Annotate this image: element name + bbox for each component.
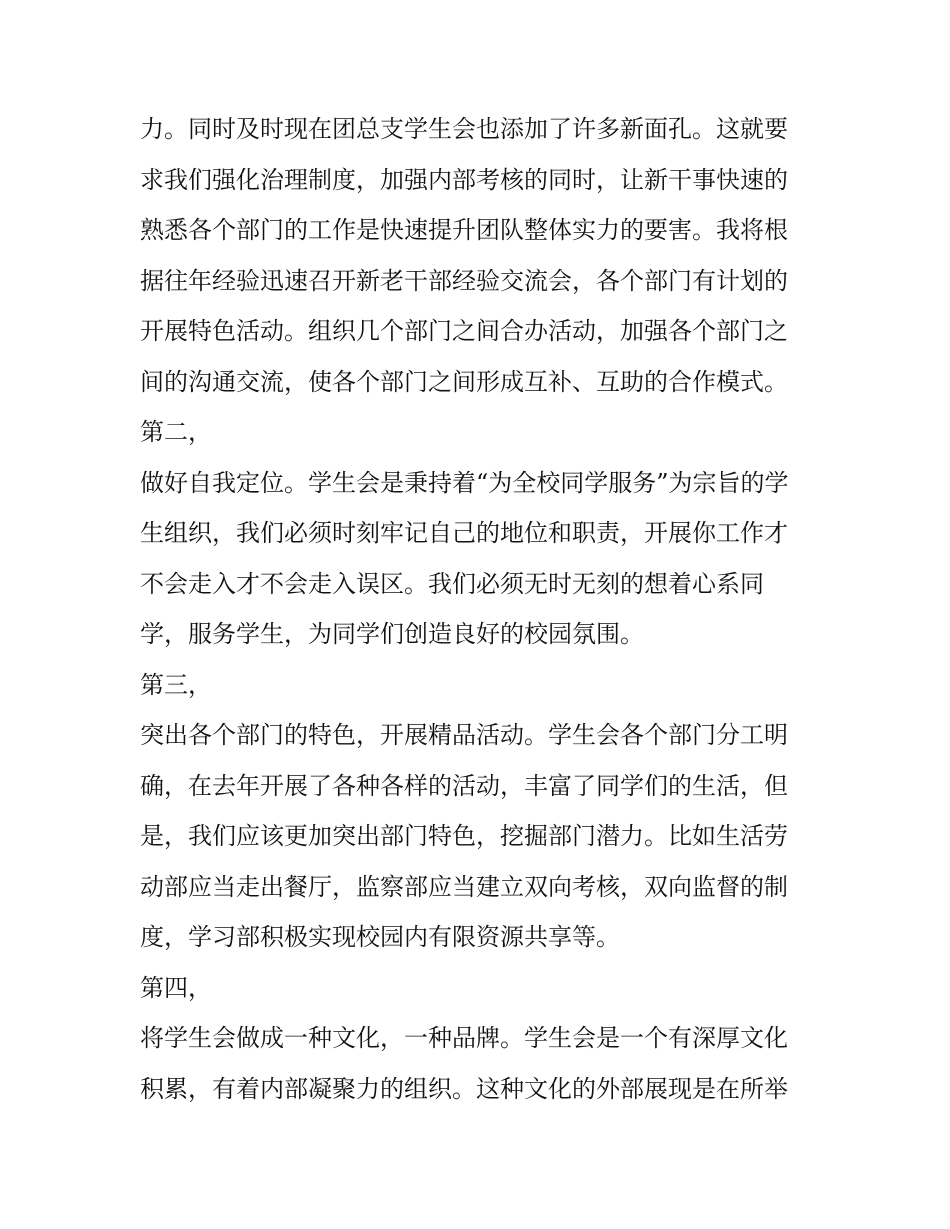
section-heading: 第二， xyxy=(140,418,212,446)
document-body xyxy=(140,104,820,1114)
text-line: 积累，有着内部凝聚力的组织。这种文化的外部展现是在所举 xyxy=(140,1074,788,1103)
text-line: 开展特色活动。组织几个部门之间合办活动，加强各个部门之 xyxy=(140,317,788,345)
text-line: 熟悉各个部门的工作是快速提升团队整体实力的要害。我将根 xyxy=(140,216,788,244)
section-heading: 第四， xyxy=(140,973,212,1002)
text-line: 将学生会做成一种文化，一种品牌。学生会是一个有深厚文化 xyxy=(140,1024,788,1052)
text-line: 力。同时及时现在团总支学生会也添加了许多新面孔。这就要 xyxy=(140,115,788,143)
text-line: 不会走入才不会走入误区。我们必须无时无刻的想着心系同 xyxy=(140,569,764,598)
text-line: 度，学习部积极实现校园内有限资源共享等。 xyxy=(140,923,620,951)
text-line: 确，在去年开展了各种各样的活动，丰富了同学们的生活，但 xyxy=(140,771,788,800)
text-line: 做好自我定位。学生会是秉持着“为全校同学服务”为宗旨的学 xyxy=(140,468,789,497)
text-line: 生组织，我们必须时刻牢记自己的地位和职责，开展你工作才 xyxy=(140,519,788,547)
text-line: 据往年经验迅速召开新老干部经验交流会，各个部门有计划的 xyxy=(140,266,788,295)
text-line: 求我们强化治理制度，加强内部考核的同时，让新干事快速的 xyxy=(140,165,788,194)
text-line: 是，我们应该更加突出部门特色，挖掘部门潜力。比如生活劳 xyxy=(140,822,788,850)
section-heading: 第三， xyxy=(140,670,212,699)
text-line: 学，服务学生，为同学们创造良好的校园氛围。 xyxy=(140,620,644,648)
text-line: 突出各个部门的特色，开展精品活动。学生会各个部门分工明 xyxy=(140,721,788,749)
text-line: 动部应当走出餐厅，监察部应当建立双向考核，双向监督的制 xyxy=(140,872,788,901)
text-line: 间的沟通交流，使各个部门之间形成互补、互助的合作模式。 xyxy=(140,367,788,396)
